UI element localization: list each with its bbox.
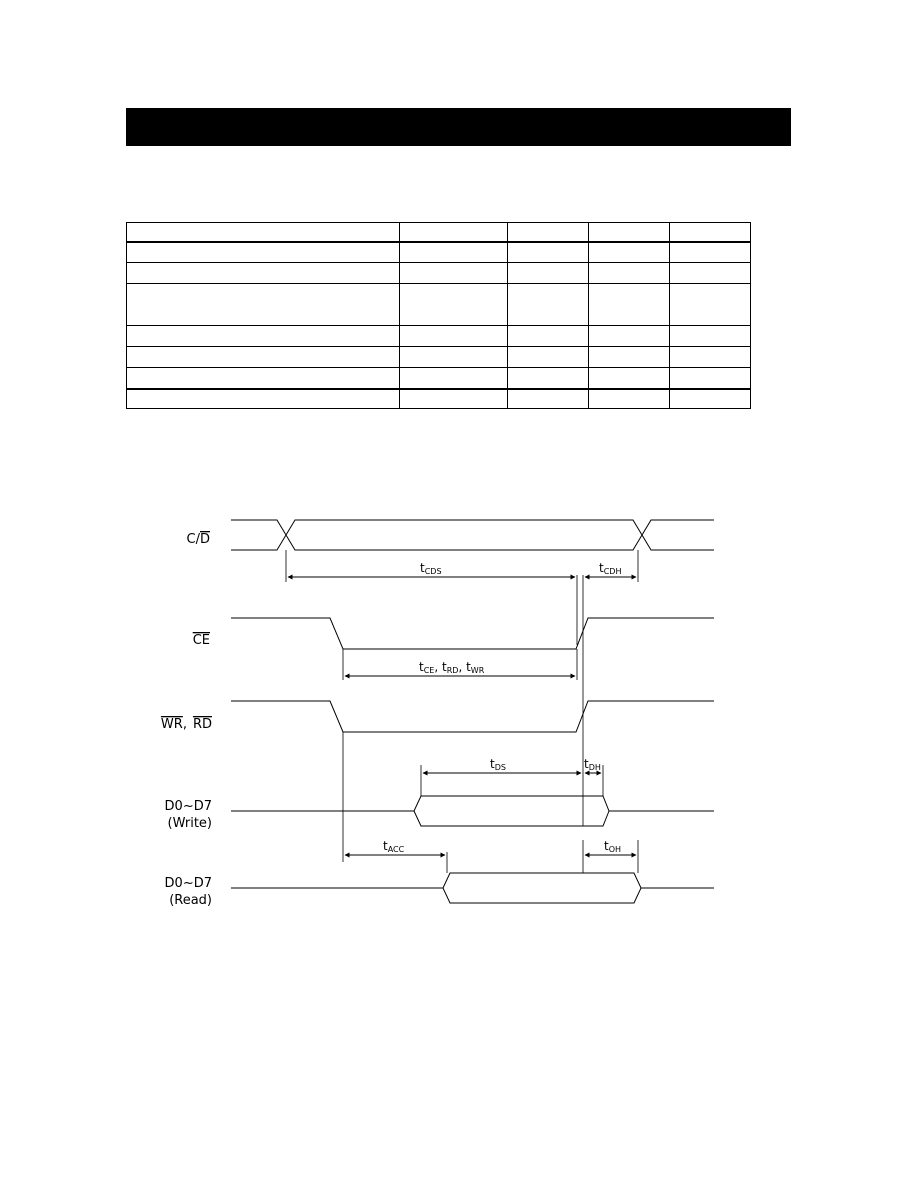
data-write-label-sub: (Write) <box>167 816 212 831</box>
table-cell <box>589 368 670 389</box>
ce-waveform <box>231 618 714 649</box>
table-row <box>127 263 751 284</box>
tce-trd-twr-label: tCE, tRD, tWR <box>419 660 485 675</box>
table-cell <box>127 242 400 263</box>
table-cell <box>508 242 589 263</box>
wr-rd-waveform <box>231 701 714 732</box>
timing-spec-table <box>126 222 751 409</box>
data-read-label-sub: (Read) <box>169 893 212 908</box>
table-row <box>127 284 751 326</box>
table-cell <box>508 347 589 368</box>
cd-waveform <box>231 520 714 550</box>
tds-label: tDS <box>490 757 506 772</box>
table-cell <box>589 242 670 263</box>
table-cell <box>670 242 751 263</box>
table-cell <box>400 389 508 409</box>
table-cell <box>670 368 751 389</box>
table-cell <box>127 389 400 409</box>
table-cell <box>400 284 508 326</box>
wr-rd-signal-label: WR, RD <box>160 717 212 732</box>
ce-signal-label: CE <box>192 633 210 648</box>
tcds-label: tCDS <box>420 561 442 576</box>
tcdh-label: tCDH <box>599 561 622 576</box>
table-cell <box>670 263 751 284</box>
table-cell <box>127 347 400 368</box>
table-cell <box>589 326 670 347</box>
table-cell <box>400 242 508 263</box>
data-read-waveform <box>231 873 714 903</box>
table-cell <box>670 389 751 409</box>
table-cell <box>670 284 751 326</box>
cd-signal-label: C/D <box>186 532 210 547</box>
tdh-label: tDH <box>584 757 601 772</box>
table-cell <box>670 326 751 347</box>
table-cell <box>400 326 508 347</box>
table-cell <box>127 263 400 284</box>
table-cell <box>589 389 670 409</box>
table-cell <box>508 368 589 389</box>
table-row <box>127 368 751 389</box>
table-cell <box>589 263 670 284</box>
table-cell <box>508 223 589 242</box>
table-cell <box>589 284 670 326</box>
data-write-label: D0~D7 <box>164 799 212 814</box>
table-cell <box>508 263 589 284</box>
table-cell <box>400 368 508 389</box>
table-cell <box>508 326 589 347</box>
table-cell <box>670 223 751 242</box>
signal-labels <box>161 532 212 908</box>
table-row <box>127 347 751 368</box>
tacc-label: tACC <box>383 839 405 854</box>
data-write-waveform <box>231 796 714 826</box>
toh-label: tOH <box>604 839 622 854</box>
table-header-row <box>127 223 751 242</box>
data-read-label: D0~D7 <box>164 876 212 891</box>
table-cell <box>670 347 751 368</box>
table-cell <box>127 223 400 242</box>
reference-lines <box>286 550 638 873</box>
table-cell <box>508 389 589 409</box>
table-cell <box>589 347 670 368</box>
table-row <box>127 242 751 263</box>
table-cell <box>508 284 589 326</box>
table-cell <box>400 263 508 284</box>
table-cell <box>127 284 400 326</box>
section-title-bar <box>126 108 791 146</box>
table-cell <box>127 326 400 347</box>
timing-diagram <box>160 505 720 915</box>
table-cell <box>127 368 400 389</box>
table-cell <box>589 223 670 242</box>
table-row <box>127 389 751 409</box>
table-cell <box>400 223 508 242</box>
table-cell <box>400 347 508 368</box>
table-row <box>127 326 751 347</box>
